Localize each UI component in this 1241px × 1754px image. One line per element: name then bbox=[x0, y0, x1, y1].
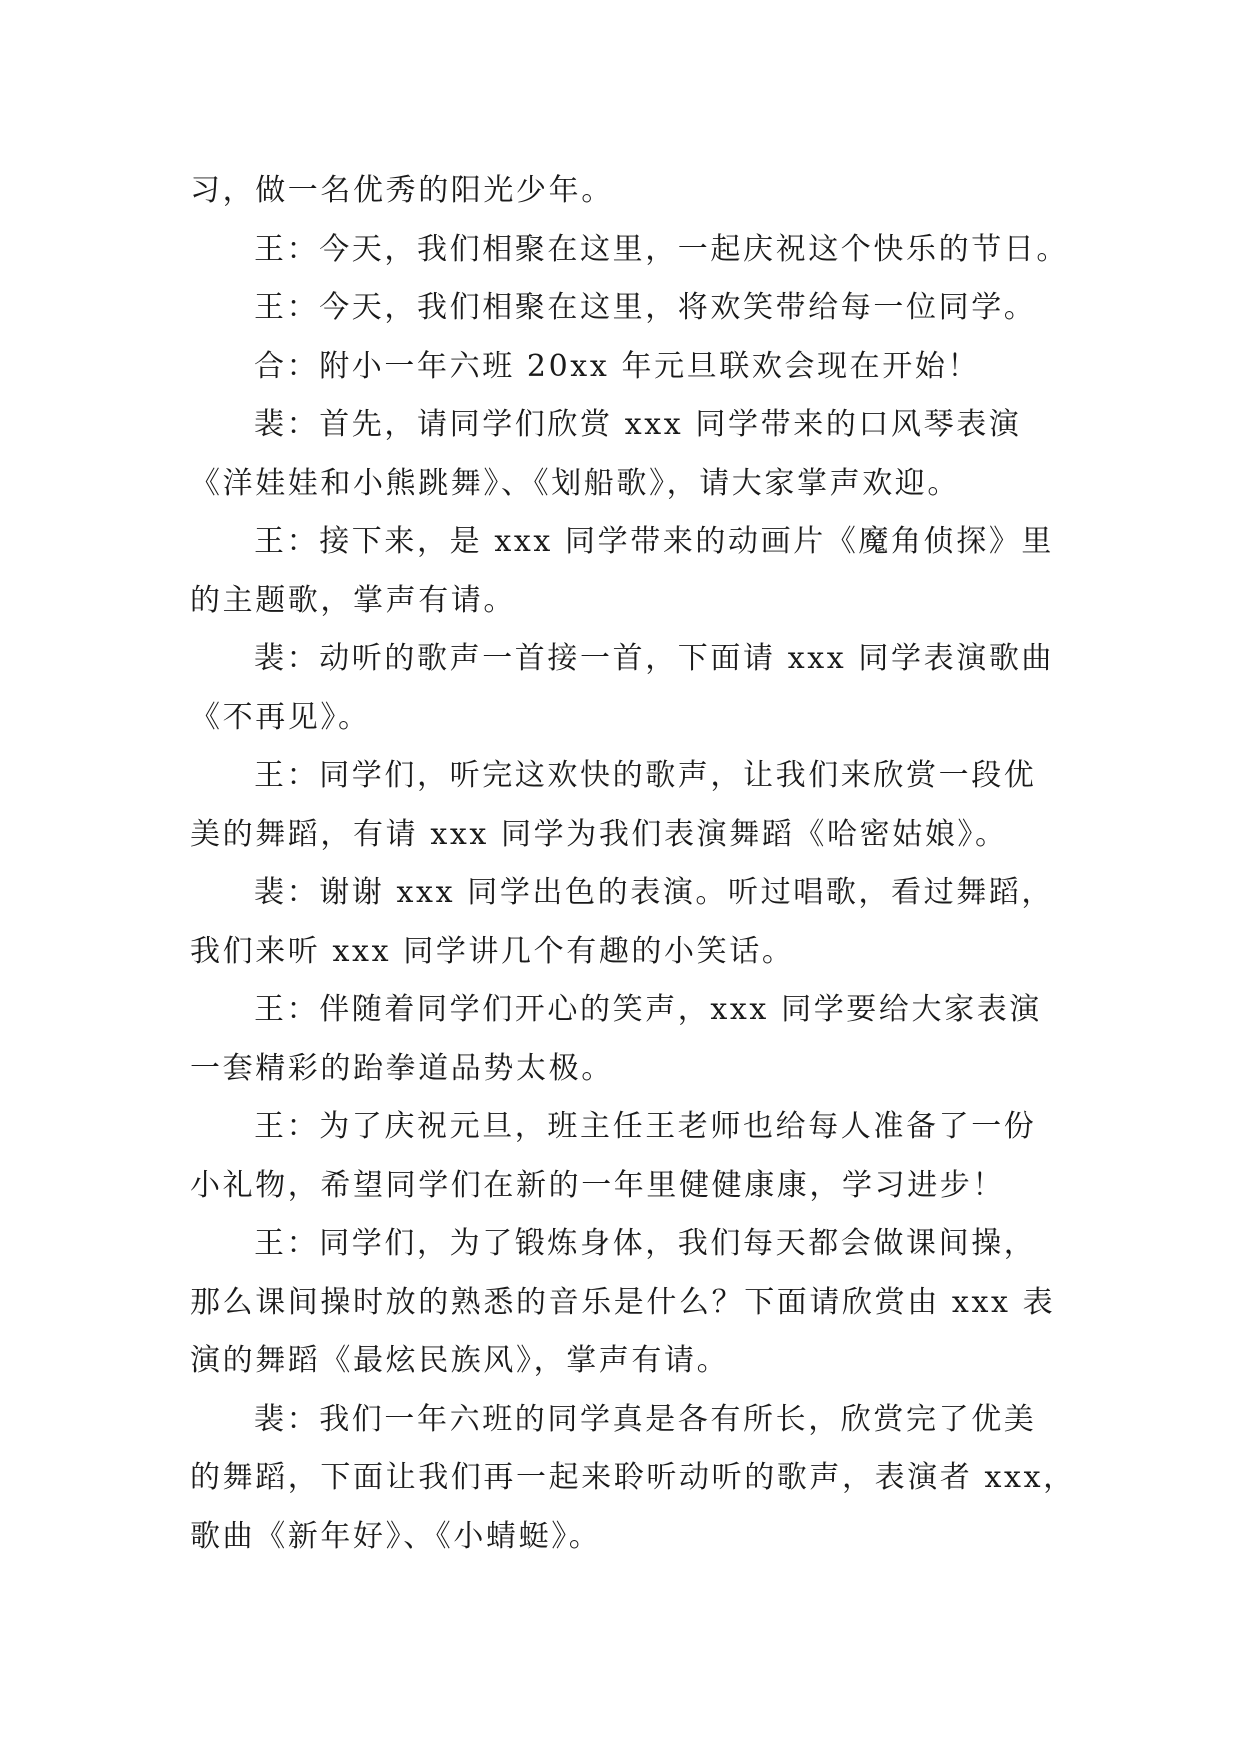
text-line: 那么课间操时放的熟悉的音乐是什么？下面请欣赏由 xxx 表 bbox=[190, 1284, 1056, 1320]
paragraph-4 bbox=[190, 338, 1050, 397]
text-line: 一套精彩的跆拳道品势太极。 bbox=[190, 1050, 614, 1086]
paragraph-6 bbox=[190, 513, 1055, 630]
text-line: 演的舞蹈《最炫民族风》，掌声有请。 bbox=[190, 1343, 730, 1378]
document-body bbox=[190, 162, 1076, 1566]
text-line: 歌曲《新年好》、《小蜻蜓》。 bbox=[190, 1518, 602, 1554]
text-line: 习，做一名优秀的阳光少年。 bbox=[190, 173, 614, 208]
paragraph-5 bbox=[190, 396, 1050, 513]
paragraph-1 bbox=[190, 162, 1050, 221]
text-line: 的舞蹈，下面让我们再一起来聆听动听的歌声，表演者 xxx， bbox=[190, 1460, 1076, 1495]
text-line: 的主题歌，掌声有请。 bbox=[190, 582, 516, 618]
text-line: 裴：谢谢 xxx 同学出色的表演。听过唱歌，看过舞蹈， bbox=[254, 875, 1055, 910]
text-line: 裴：首先，请同学们欣赏 xxx 同学带来的口风琴表演 bbox=[254, 407, 1022, 442]
text-line: 美的舞蹈，有请 xxx 同学为我们表演舞蹈《哈密姑娘》。 bbox=[190, 816, 1008, 852]
paragraph-8 bbox=[190, 747, 1050, 864]
text-line: 王：伴随着同学们开心的笑声，xxx 同学要给大家表演 bbox=[254, 992, 1042, 1027]
paragraph-2 bbox=[190, 221, 1069, 280]
paragraph-12 bbox=[190, 1215, 1056, 1391]
text-line: 王：今天，我们相聚在这里，一起庆祝这个快乐的节日。 bbox=[254, 231, 1069, 267]
text-line: 裴：动听的歌声一首接一首，下面请 xxx 同学表演歌曲 bbox=[254, 641, 1055, 676]
paragraph-11 bbox=[190, 1098, 1050, 1215]
text-line: 王：接下来，是 xxx 同学带来的动画片《魔角侦探》里 bbox=[254, 524, 1055, 559]
paragraph-9 bbox=[190, 864, 1055, 981]
text-line: 王：同学们，为了锻炼身体，我们每天都会做课间操， bbox=[254, 1226, 1037, 1261]
text-line: 王：为了庆祝元旦，班主任王老师也给每人准备了一份 bbox=[254, 1109, 1037, 1144]
paragraph-7 bbox=[190, 630, 1055, 747]
text-line: 《洋娃娃和小熊跳舞》、《划船歌》，请大家掌声欢迎。 bbox=[190, 465, 960, 501]
paragraph-10 bbox=[190, 981, 1050, 1098]
text-line: 合：附小一年六班 20xx 年元旦联欢会现在开始！ bbox=[254, 348, 981, 384]
text-line: 裴：我们一年六班的同学真是各有所长，欣赏完了优美 bbox=[254, 1401, 1037, 1437]
text-line: 我们来听 xxx 同学讲几个有趣的小笑话。 bbox=[190, 933, 795, 969]
text-line: 《不再见》。 bbox=[190, 699, 371, 735]
text-line: 小礼物，希望同学们在新的一年里健健康康，学习进步！ bbox=[190, 1167, 1005, 1203]
paragraph-3 bbox=[190, 279, 1050, 338]
text-line: 王：今天，我们相聚在这里，将欢笑带给每一位同学。 bbox=[254, 290, 1037, 325]
text-line: 王：同学们，听完这欢快的歌声，让我们来欣赏一段优 bbox=[254, 758, 1037, 793]
paragraph-13 bbox=[190, 1391, 1076, 1567]
